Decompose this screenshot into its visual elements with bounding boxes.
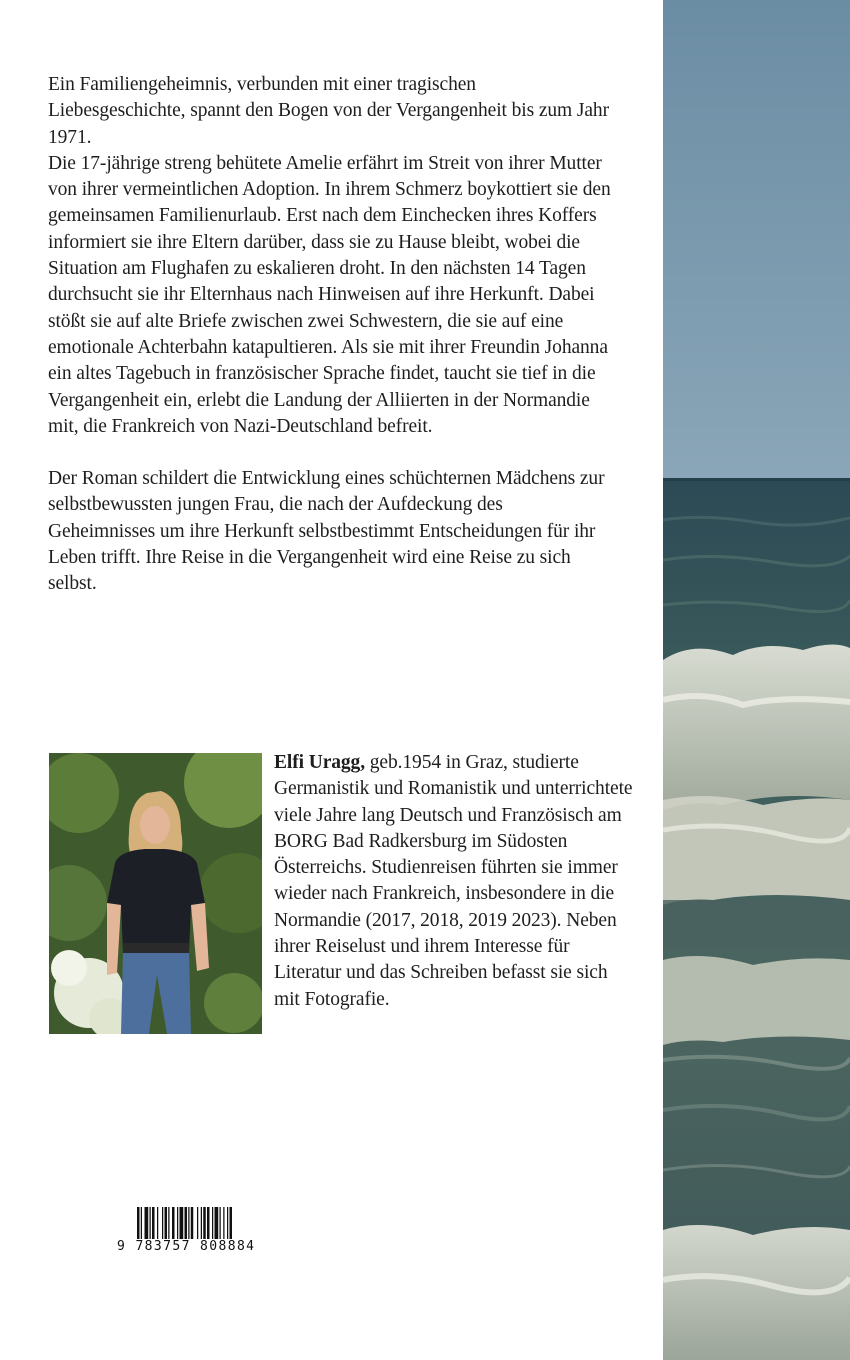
barcode-bar (177, 1207, 178, 1239)
author-portrait-illustration (49, 753, 262, 1034)
barcode-bars (117, 1207, 289, 1239)
author-bio-body: geb.1954 in Graz, studierte Germanistik und Romanistik und unterrichtete viele Jahre lang Deutsch und Französisch am BORG Bad Radkersburg im Südosten Österreichs. Studienreisen führten sie immer wieder nach Frankreich, insbesondere in die Normandie (2017, 2018, 2019 2023). Neben ihrer Reiselust und ihrem Interesse für Literatur und das Schreiben befasst sie sich mit Fotografie. (274, 752, 633, 1010)
barcode-bar (172, 1207, 175, 1239)
barcode-bar (188, 1207, 189, 1239)
barcode-bar (223, 1207, 224, 1239)
barcode-bar (207, 1207, 210, 1239)
barcode-bar (227, 1207, 228, 1239)
blurb-section (48, 72, 613, 598)
barcode-bar (180, 1207, 184, 1239)
barcode-bar (191, 1207, 194, 1239)
author-photo (49, 753, 262, 1034)
author-bio (274, 750, 634, 1013)
author-name: Elfi Uragg, (274, 752, 365, 773)
barcode-bar (165, 1207, 168, 1239)
blurb-paragraph-intro: Ein Familiengeheimnis, verbunden mit einer tragischen Liebesgeschichte, spannt den Bogen von der Vergangenheit bis zum Jahr 1971. (48, 74, 609, 148)
barcode-bar (168, 1207, 169, 1239)
sea-waves-illustration (663, 0, 850, 1360)
barcode-bar (203, 1207, 206, 1239)
barcode-bar (141, 1207, 142, 1239)
blurb-paragraph-summary: Der Roman schildert die Entwicklung eines schüchternen Mädchens zur selbstbewussten jungen Frau, die nach der Aufdeckung des Geheimnisses um ihre Herkunft selbstbestimmt Entscheidungen für ihr Leben trifft. Ihre Reise in die Vergangenheit wird eine Reise zu sich selbst. (48, 468, 605, 595)
barcode-bar (137, 1207, 140, 1239)
blurb-paragraph-story: Die 17-jährige streng behütete Amelie erfährt im Streit von ihrer Mutter von ihrer vermeintlichen Adoption. In ihrem Schmerz boykottiert sie den gemeinsamen Familienurlaub. Erst nach dem Einchecken ihres Koffers informiert sie ihre Eltern darüber, dass sie zu Hause bleibt, wobei die Situation am Flughafen zu eskalieren droht. In den nächsten 14 Tagen durchsucht sie ihr Elternhaus nach Hinweisen auf ihre Herkunft. Dabei stößt sie auf alte Briefe zwischen zwei Schwestern, die sie auf eine emotionale Achterbahn katapultieren. Als sie mit ihrer Freundin Johanna ein altes Tagebuch in französischer Sprache findet, taucht sie tief in die Vergangenheit ein, erlebt die Landung der Alliierten in der Normandie mit, die Frankreich von Nazi-Deutschland befreit. (48, 152, 611, 437)
barcode-bar (185, 1207, 188, 1239)
barcode-bar (215, 1207, 219, 1239)
barcode-bar (220, 1207, 221, 1239)
barcode-bar (230, 1207, 233, 1239)
barcode-bar (145, 1207, 149, 1239)
isbn-number: 9 783757 808884 (117, 1239, 256, 1254)
barcode-bar (162, 1207, 163, 1239)
barcode-bar (150, 1207, 151, 1239)
barcode-bar (212, 1207, 213, 1239)
barcode-bar (157, 1207, 158, 1239)
cover-sea-photo (663, 0, 850, 1360)
barcode-bar (201, 1207, 202, 1239)
barcode-bar (197, 1207, 198, 1239)
barcode-bar (152, 1207, 155, 1239)
author-bio-text (274, 750, 634, 1013)
